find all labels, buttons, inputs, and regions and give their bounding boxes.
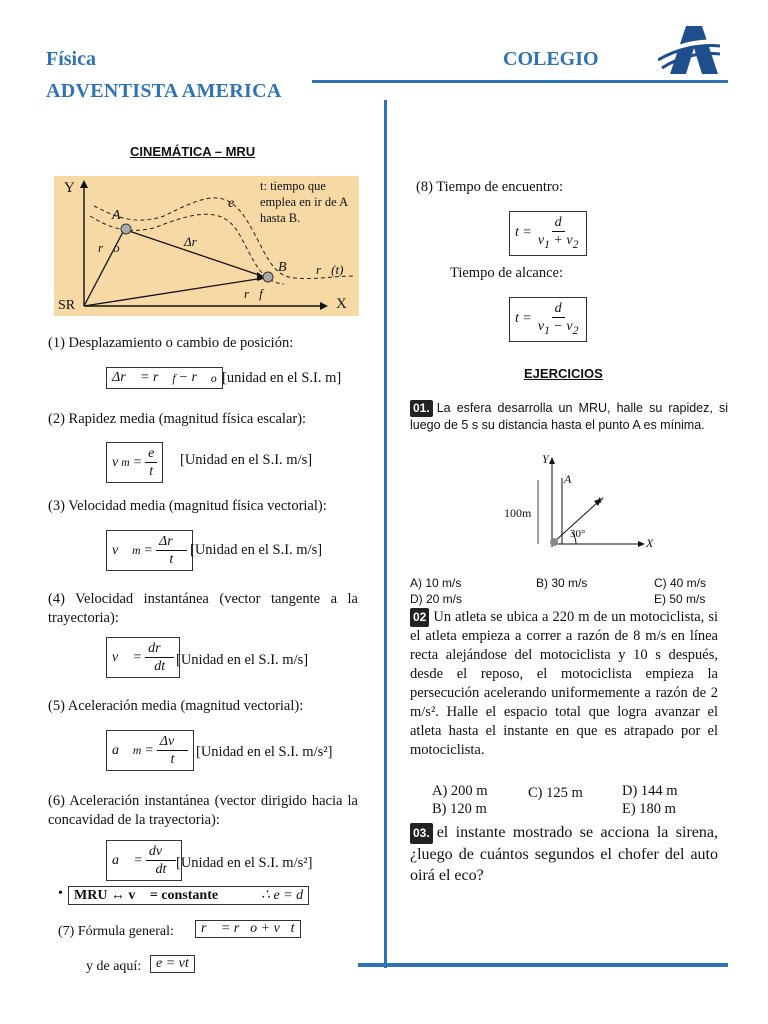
formula-instant-velocity: v⃗ = $\frac{dr⃗}{dt}$ [106,637,180,678]
fig-point-a: A [112,208,121,223]
exercise-1 [410,400,728,434]
formula-instant-acceleration: a⃗ = $\frac{dv⃗}{dt}$ [106,840,182,881]
item-8-label: (8) Tiempo de encuentro: [416,179,563,195]
item-3-unit: [Unidad en el S.I. m/s] [190,542,323,558]
header-rule [312,80,728,83]
ex2-option-a: A) 200 m [432,783,488,799]
ex1-fig-h: 100m [504,506,532,520]
fig-rt-label: r⃗(t) [316,262,344,277]
exercise-1-badge: 01. [410,400,433,417]
school-name-left: ADVENTISTA AMERICA [46,80,282,102]
exercise-2-badge: 02 [410,608,429,627]
fig-origin-label: SR [58,298,76,313]
item-3-label: (3) Velocidad media (magnitud física vectorial): [48,498,327,514]
item-5-label: (5) Aceleración media (magnitud vectorial): [48,698,304,714]
school-name-right: COLEGIO [503,48,599,70]
fig-x-label: X [336,296,347,312]
fig-y-label: Y [64,180,75,196]
fig-e-label: e [228,196,235,211]
item-4-unit: [Unidad en el S.I. m/s] [176,652,309,668]
ex1-option-c: C) 40 m/s [654,576,707,590]
fig-point-b: B [278,260,287,275]
column-divider [384,100,387,968]
exercise-3-badge: 03. [410,823,433,844]
mru-rule-text: MRU ↔ v⃗ = constante [74,887,219,903]
exercise-3-text: el instante mostrado se acciona la sirena, ¿luego de cuántos segundos el chofer del auto oirá el eco? [410,824,718,884]
ex1-option-a: A) 10 m/s [410,576,462,590]
ex2-option-e: E) 180 m [622,801,676,817]
exercise-2 [410,608,718,760]
ex1-fig-a: A [564,472,572,486]
subject-title: Física [46,48,96,70]
fig-rf-label: r⃗f [244,286,263,301]
formula-mean-acceleration: a⃗ m = $\frac{\Delta v⃗}{t}$ [106,730,194,771]
ex1-fig-v: v [598,492,604,506]
formula-displacement: Δr⃗ = r⃗ f − r⃗ o [106,367,223,389]
item-7b-label: y de aquí: [86,959,142,974]
ex1-fig-y: Y [542,452,549,466]
bottom-rule [358,963,728,967]
trajectory-figure [54,176,359,316]
item-2-label: (2) Rapidez media (magnitud física escalar): [48,411,307,427]
ex2-option-c: C) 125 m [528,785,583,801]
item-6-unit: [Unidad en el S.I. m/s²] [176,855,313,871]
ex2-option-d: D) 144 m [622,783,678,799]
ex1-option-d: D) 20 m/s [410,592,463,606]
section-title: CINEMÁTICA – MRU [130,144,256,159]
exercise-1-text: La esfera desarrolla un MRU, halle su rapidez, si luego de 5 s su distancia hasta el punto A es mínima. [410,401,728,432]
formula-general: r⃗ = r⃗o + v⃗t [195,920,301,938]
item-2-unit: [Unidad en el S.I. m/s] [180,452,313,468]
exercise-1-figure [500,452,670,556]
item-8b-label: Tiempo de alcance: [450,265,564,281]
item-1-label: (1) Desplazamiento o cambio de posición: [48,335,294,351]
fig-note: t: tiempo que emplea en ir de A hasta B. [260,179,348,225]
exercises-title: EJERCICIOS [524,366,603,381]
fig-ro-label: r⃗o [98,240,120,255]
formula-mean-speed: v m = $\frac{e}{t}$ [106,442,163,483]
item-5-unit: [Unidad en el S.I. m/s²] [196,744,333,760]
ex1-fig-x: X [646,536,654,550]
exercise-2-text: Un atleta se ubica a 220 m de un motociclista, si el atleta empieza a correr a razón de 8 m/s en línea recta alejándose del motociclista y 10 s después, desde el reposo, el motociclista empieza la persecución acelerando uniformemente a razón de 2 m/s². Halle el espacio total que logra avanzar el atleta hasta el instante en que es atrapado por el motociclista. [410,609,718,758]
item-1-unit: [unidad en el S.I. m] [222,370,342,386]
ex1-option-e: E) 50 m/s [654,592,706,606]
ex1-fig-angle: 30° [570,528,586,540]
ex2-option-b: B) 120 m [432,801,487,817]
exercise-3 [410,822,718,886]
fig-dr-label: Δr⃗ [184,234,207,249]
mru-therefore-text: ∴ e = d [261,888,304,903]
formula-mean-velocity: v⃗ m = $\frac{\Delta r⃗}{t}$ [106,530,193,571]
school-logo-icon [658,24,720,76]
item-6-label: (6) Aceleración instantánea (vector dirigido hacia la concavidad de la trayectoria): [48,793,358,828]
ex1-option-b: B) 30 m/s [536,576,588,590]
formula-meeting-time: t = $\frac{d}{v_1 + v_2}$ [509,211,587,256]
item-7-label: (7) Fórmula general: [58,924,174,939]
bullet-icon: • [58,886,63,901]
mru-rule-box [68,886,309,905]
item-4-label: (4) Velocidad instantánea (vector tangente a la trayectoria): [48,591,358,626]
formula-e-vt: e = vt [150,955,195,973]
formula-catchup-time: t = $\frac{d}{v_1 - v_2}$ [509,297,587,342]
